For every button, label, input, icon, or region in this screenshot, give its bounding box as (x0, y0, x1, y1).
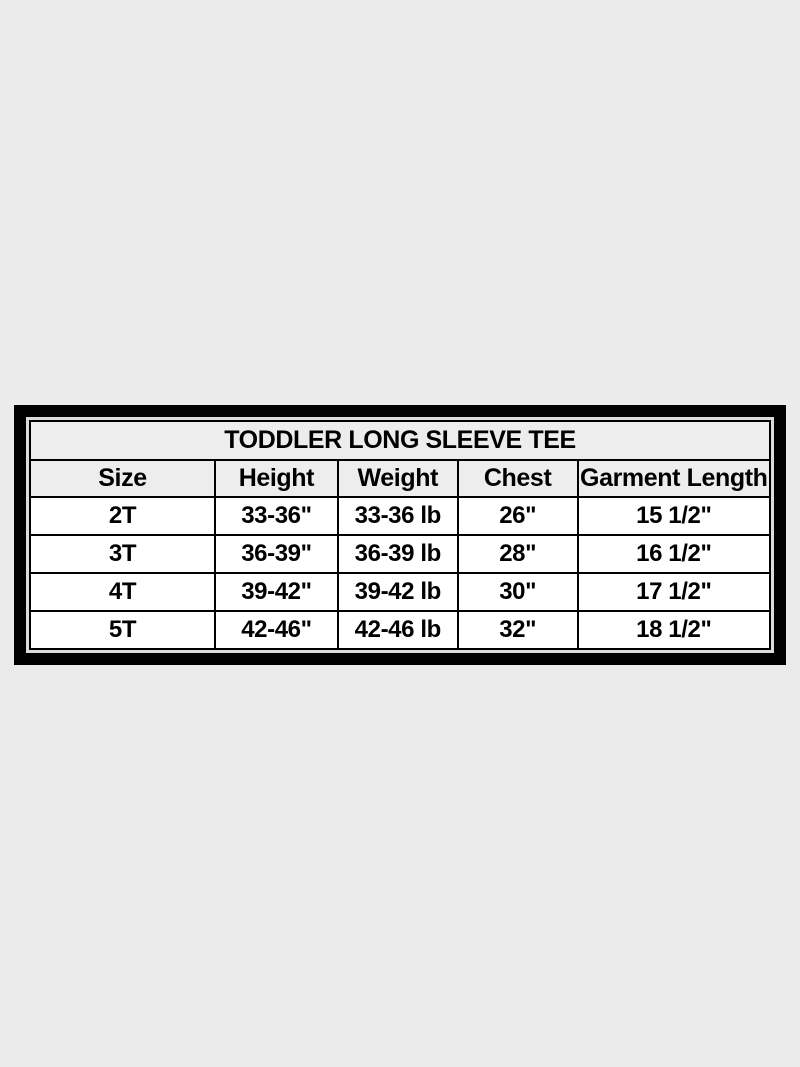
table-cell: 4T (30, 573, 215, 611)
table-cell: 2T (30, 497, 215, 535)
table-cell: 32" (458, 611, 578, 649)
table-header-row (30, 460, 770, 497)
table-row (30, 497, 770, 535)
size-chart-table (29, 420, 771, 650)
table-body (30, 497, 770, 649)
column-header-garment-length: Garment Length (578, 460, 770, 497)
table-title: TODDLER LONG SLEEVE TEE (30, 421, 770, 460)
column-header-size: Size (30, 460, 215, 497)
table-row (30, 611, 770, 649)
table-cell: 16 1/2" (578, 535, 770, 573)
table-cell: 36-39 lb (338, 535, 458, 573)
table-cell: 36-39" (215, 535, 338, 573)
table-cell: 42-46" (215, 611, 338, 649)
size-chart-frame (14, 405, 786, 665)
table-cell: 17 1/2" (578, 573, 770, 611)
table-cell: 33-36 lb (338, 497, 458, 535)
table-cell: 3T (30, 535, 215, 573)
table-cell: 42-46 lb (338, 611, 458, 649)
column-header-height: Height (215, 460, 338, 497)
table-cell: 28" (458, 535, 578, 573)
table-cell: 30" (458, 573, 578, 611)
table-cell: 26" (458, 497, 578, 535)
table-cell: 5T (30, 611, 215, 649)
table-title-row (30, 421, 770, 460)
table-cell: 15 1/2" (578, 497, 770, 535)
table-cell: 33-36" (215, 497, 338, 535)
table-cell: 18 1/2" (578, 611, 770, 649)
table-cell: 39-42" (215, 573, 338, 611)
column-header-weight: Weight (338, 460, 458, 497)
table-cell: 39-42 lb (338, 573, 458, 611)
column-header-chest: Chest (458, 460, 578, 497)
table-row (30, 573, 770, 611)
table-row (30, 535, 770, 573)
